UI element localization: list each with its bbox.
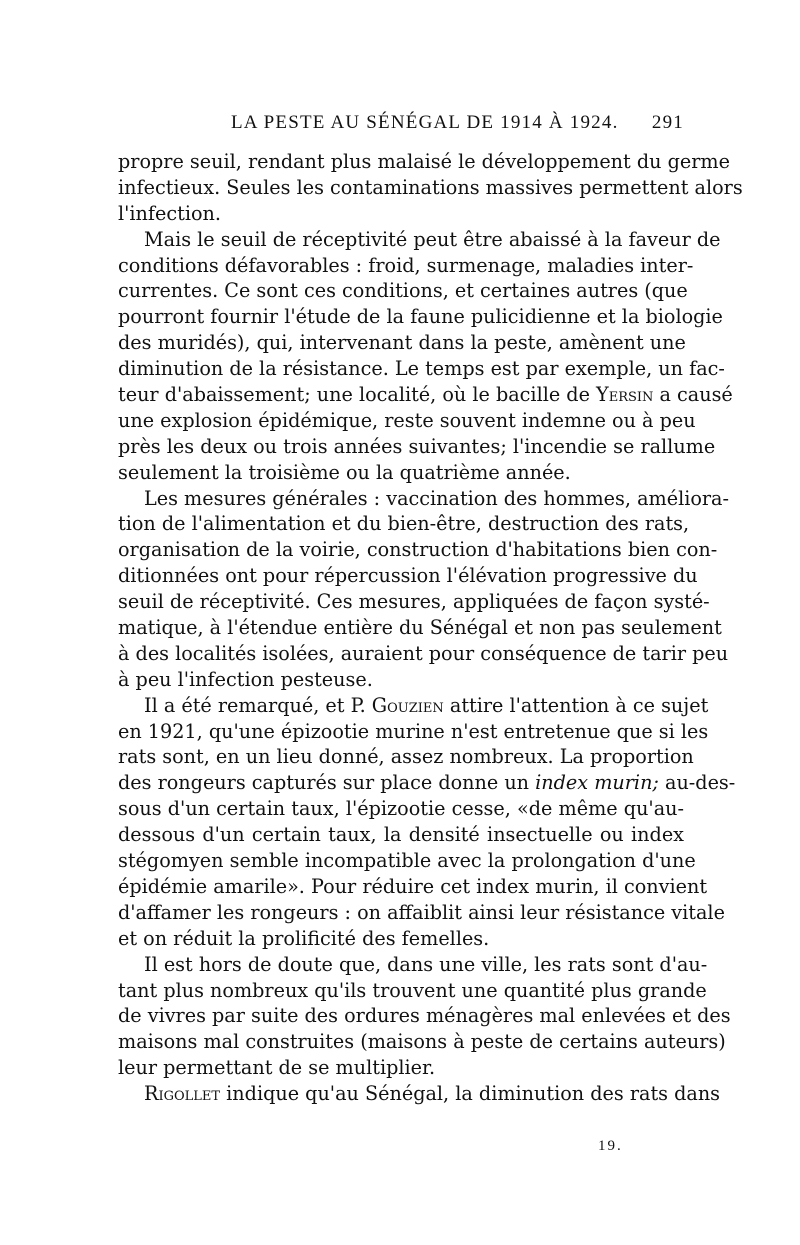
text-line: pourront fournir l'étude de la faune pulicidienne et la biologie — [118, 305, 723, 329]
text-line: seuil de réceptivité. Ces mesures, appliquées de façon systé- — [118, 590, 710, 614]
text-line: d'affamer les rongeurs : on affaiblit ainsi leur résistance vitale — [118, 900, 725, 924]
text-fragment: Il a été remarqué, et P. — [144, 693, 372, 717]
text-line: près les deux ou trois années suivantes; l'incendie se rallume — [118, 434, 716, 458]
text-line: matique, à l'étendue entière du Sénégal et non pas seulement — [118, 616, 722, 640]
text-fragment: au-des- — [658, 771, 736, 795]
text-line: rats sont, en un lieu donné, assez nombreux. La proportion — [118, 745, 694, 769]
paragraph-start-line: Les mesures générales : vaccination des hommes, améliora- — [144, 486, 729, 510]
text-fragment: a causé — [653, 383, 733, 407]
paragraph-start-line: Il est hors de doute que, dans une ville, les rats sont d'au- — [144, 952, 708, 976]
paragraph-start-line — [118, 693, 709, 719]
text-line: diminution de la résistance. Le temps est par exemple, un fac- — [118, 357, 725, 381]
text-line: conditions défavorables : froid, surmenage, maladies inter- — [118, 253, 694, 277]
text-line: sous d'un certain taux, l'épizootie cesse, «de même qu'au- — [118, 797, 684, 821]
text-line: à des localités isolées, auraient pour conséquence de tarir peu — [118, 641, 729, 665]
text-fragment: teur d'abaissement; une localité, où le bacille de — [118, 383, 597, 407]
text-line — [118, 770, 736, 796]
author-name-gouzien: Gouzien — [371, 693, 444, 717]
signature-mark: 19. — [598, 1138, 623, 1154]
text-line: tion de l'alimentation et du bien-être, destruction des rats, — [118, 512, 690, 536]
text-fragment: des rongeurs capturés sur place donne un — [118, 771, 536, 795]
text-line: épidémie amarile». Pour réduire cet index murin, il convient — [118, 874, 708, 898]
text-line: à peu l'infection pesteuse. — [118, 667, 373, 691]
text-line: leur permettant de se multiplier. — [118, 1056, 436, 1080]
text-line: infectieux. Seules les contaminations massives permettent alors — [118, 175, 743, 199]
page-number: 291 — [651, 112, 684, 133]
text-line: l'infection. — [118, 201, 221, 225]
text-line: des muridés), qui, intervenant dans la peste, amènent une — [118, 331, 686, 355]
text-line: de vivres par suite des ordures ménagères mal enlevées et des — [118, 1004, 731, 1028]
running-title: LA PESTE AU SÉNÉGAL DE 1914 À 1924. — [231, 112, 619, 133]
text-line: propre seuil, rendant plus malaisé le développement du germe — [118, 150, 730, 173]
text-line: stégomyen semble incompatible avec la prolongation d'une — [118, 849, 696, 873]
text-line: maisons mal construites (maisons à peste de certains auteurs) — [118, 1030, 726, 1054]
running-head — [118, 112, 684, 142]
text-fragment: indique qu'au Sénégal, la diminution des rats dans — [220, 1082, 721, 1106]
text-line: en 1921, qu'une épizootie murine n'est entretenue que si les — [118, 719, 709, 743]
body-text — [118, 149, 743, 1107]
text-line: une explosion épidémique, reste souvent indemne ou à peu — [118, 408, 696, 432]
text-line: seulement la troisième ou la quatrième année. — [118, 460, 571, 484]
text-line: organisation de la voirie, construction d'habitations bien con- — [118, 538, 718, 562]
text-line: dessous d'un certain taux, la densité insectuelle ou index — [118, 823, 684, 847]
text-line: et on réduit la prolificité des femelles. — [118, 926, 490, 950]
text-line: ditionnées ont pour répercussion l'élévation progressive du — [118, 564, 698, 588]
text-line: tant plus nombreux qu'ils trouvent une quantité plus grande — [118, 978, 707, 1002]
text-line: currentes. Ce sont ces conditions, et certaines autres (que — [118, 279, 688, 303]
italic-term: index murin; — [535, 771, 659, 795]
text-line — [118, 382, 733, 408]
paragraph-start-line: Mais le seuil de réceptivité peut être abaissé à la faveur de — [144, 227, 721, 251]
text-fragment: attire l'attention à ce sujet — [443, 693, 709, 717]
author-name-yersin: Yersin — [596, 383, 654, 407]
paragraph-start-line — [118, 1081, 721, 1107]
author-name-rigollet: Rigollet — [144, 1082, 221, 1106]
